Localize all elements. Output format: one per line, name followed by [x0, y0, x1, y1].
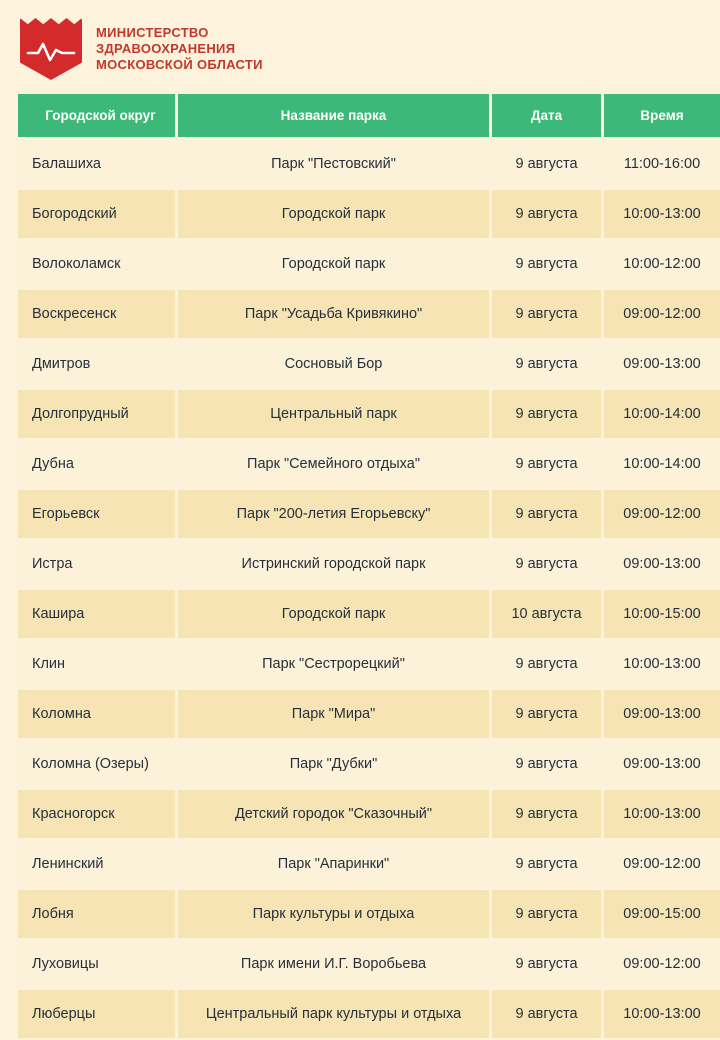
cell-date: 9 августа	[492, 340, 604, 390]
table-row	[18, 840, 720, 890]
ministry-logo	[20, 18, 82, 80]
cell-time: 09:00-13:00	[604, 540, 720, 590]
table-row	[18, 140, 720, 190]
cell-time: 10:00-13:00	[604, 640, 720, 690]
cell-district: Коломна (Озеры)	[18, 740, 178, 790]
table-row	[18, 240, 720, 290]
cell-park: Городской парк	[178, 190, 492, 240]
cell-park: Парк "200-летия Егорьевску"	[178, 490, 492, 540]
table-row	[18, 690, 720, 740]
cell-time: 11:00-16:00	[604, 140, 720, 190]
table-row	[18, 990, 720, 1040]
cell-district: Коломна	[18, 690, 178, 740]
table-row	[18, 940, 720, 990]
table-row	[18, 190, 720, 240]
cell-time: 09:00-13:00	[604, 740, 720, 790]
cell-time: 10:00-13:00	[604, 990, 720, 1040]
cell-district: Красногорск	[18, 790, 178, 840]
cell-park: Парк культуры и отдыха	[178, 890, 492, 940]
cell-park: Детский городок "Сказочный"	[178, 790, 492, 840]
table-row	[18, 540, 720, 590]
cell-park: Сосновый Бор	[178, 340, 492, 390]
heartbeat-line-icon	[20, 40, 82, 62]
cell-time: 09:00-12:00	[604, 940, 720, 990]
cell-park: Парк "Мира"	[178, 690, 492, 740]
column-header-time: Время	[604, 94, 720, 140]
cell-date: 9 августа	[492, 190, 604, 240]
cell-district: Лобня	[18, 890, 178, 940]
cell-district: Истра	[18, 540, 178, 590]
cell-park: Центральный парк	[178, 390, 492, 440]
table-header-row	[18, 94, 720, 140]
cell-district: Балашиха	[18, 140, 178, 190]
cell-park: Центральный парк культуры и отдыха	[178, 990, 492, 1040]
cell-time: 09:00-15:00	[604, 890, 720, 940]
cell-park: Парк "Пестовский"	[178, 140, 492, 190]
cell-district: Дмитров	[18, 340, 178, 390]
table-row	[18, 890, 720, 940]
column-header-date: Дата	[492, 94, 604, 140]
cell-district: Егорьевск	[18, 490, 178, 540]
cell-date: 9 августа	[492, 540, 604, 590]
cell-time: 10:00-15:00	[604, 590, 720, 640]
cell-date: 9 августа	[492, 440, 604, 490]
cell-district: Ленинский	[18, 840, 178, 890]
table-row	[18, 390, 720, 440]
cell-time: 10:00-13:00	[604, 190, 720, 240]
table-row	[18, 590, 720, 640]
cell-park: Городской парк	[178, 240, 492, 290]
cell-park: Парк "Усадьба Кривякино"	[178, 290, 492, 340]
table-body	[18, 140, 720, 1040]
table-row	[18, 340, 720, 390]
cell-date: 9 августа	[492, 390, 604, 440]
cell-time: 09:00-12:00	[604, 840, 720, 890]
table-header	[18, 94, 720, 140]
cell-date: 9 августа	[492, 940, 604, 990]
cell-district: Богородский	[18, 190, 178, 240]
cell-time: 09:00-13:00	[604, 690, 720, 740]
cell-park: Городской парк	[178, 590, 492, 640]
cell-time: 10:00-12:00	[604, 240, 720, 290]
column-header-district: Городской округ	[18, 94, 178, 140]
cell-time: 10:00-14:00	[604, 440, 720, 490]
table-row	[18, 490, 720, 540]
cell-date: 9 августа	[492, 290, 604, 340]
ministry-name-line1: МИНИСТЕРСТВО	[96, 25, 209, 40]
cell-district: Волоколамск	[18, 240, 178, 290]
cell-district: Кашира	[18, 590, 178, 640]
page-header	[0, 0, 720, 94]
table-row	[18, 740, 720, 790]
cell-date: 9 августа	[492, 690, 604, 740]
cell-district: Луховицы	[18, 940, 178, 990]
cell-date: 9 августа	[492, 790, 604, 840]
table-row	[18, 440, 720, 490]
table-row	[18, 290, 720, 340]
cell-district: Клин	[18, 640, 178, 690]
cell-date: 9 августа	[492, 140, 604, 190]
column-header-park: Название парка	[178, 94, 492, 140]
cell-time: 10:00-13:00	[604, 790, 720, 840]
ministry-name-line2: ЗДРАВООХРАНЕНИЯ	[96, 41, 236, 56]
cell-date: 9 августа	[492, 490, 604, 540]
table-row	[18, 640, 720, 690]
cell-date: 9 августа	[492, 240, 604, 290]
cell-date: 9 августа	[492, 640, 604, 690]
cell-park: Парк "Сестрорецкий"	[178, 640, 492, 690]
cell-date: 10 августа	[492, 590, 604, 640]
cell-date: 9 августа	[492, 990, 604, 1040]
cell-park: Парк "Апаринки"	[178, 840, 492, 890]
cell-time: 10:00-14:00	[604, 390, 720, 440]
table-row	[18, 790, 720, 840]
cell-park: Парк "Дубки"	[178, 740, 492, 790]
cell-park: Истринский городской парк	[178, 540, 492, 590]
cell-time: 09:00-13:00	[604, 340, 720, 390]
cell-date: 9 августа	[492, 890, 604, 940]
ministry-name	[96, 25, 263, 73]
cell-park: Парк имени И.Г. Воробьева	[178, 940, 492, 990]
schedule-table	[18, 94, 720, 1040]
cell-district: Воскресенск	[18, 290, 178, 340]
cell-park: Парк "Семейного отдыха"	[178, 440, 492, 490]
schedule-table-container	[0, 94, 720, 1040]
cell-district: Долгопрудный	[18, 390, 178, 440]
cell-date: 9 августа	[492, 740, 604, 790]
cell-date: 9 августа	[492, 840, 604, 890]
cell-district: Дубна	[18, 440, 178, 490]
ministry-name-line3: МОСКОВСКОЙ ОБЛАСТИ	[96, 57, 263, 72]
cell-time: 09:00-12:00	[604, 490, 720, 540]
cell-district: Люберцы	[18, 990, 178, 1040]
cell-time: 09:00-12:00	[604, 290, 720, 340]
